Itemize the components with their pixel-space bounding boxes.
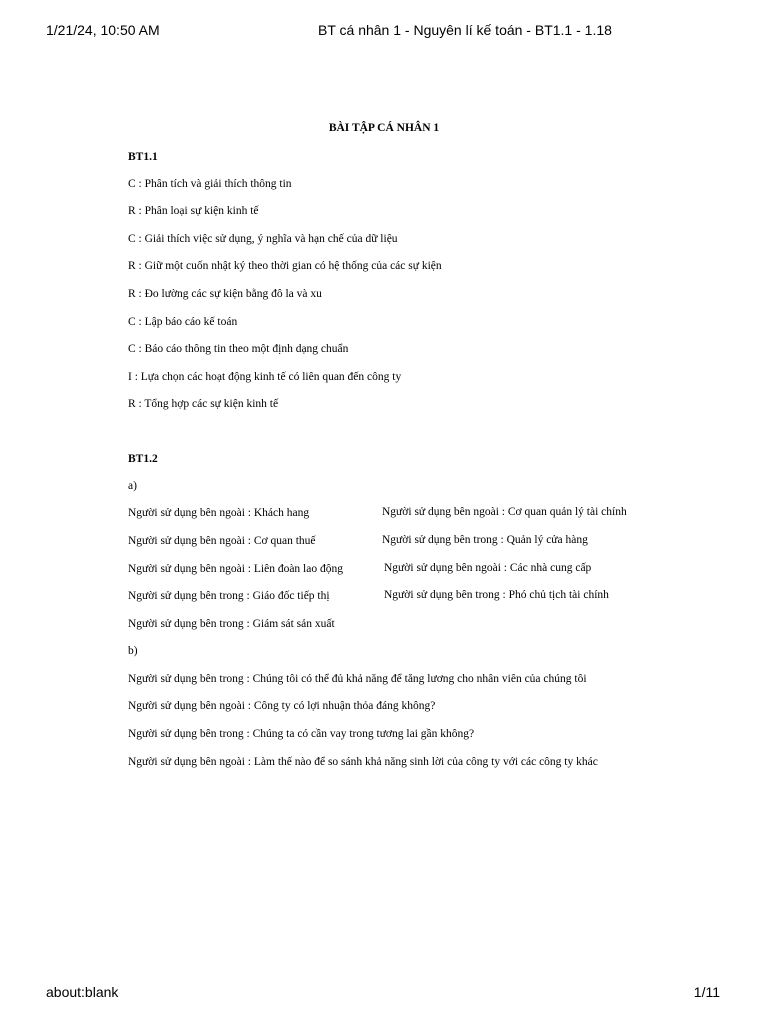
bt11-item: C : Giải thích việc sử dụng, ý nghĩa và hạn chế của dữ liệu — [128, 233, 398, 245]
bt12-a-left: Người sử dụng bên ngoài : Cơ quan thuế — [128, 535, 316, 547]
bt11-item: R : Phân loại sự kiện kinh tế — [128, 205, 259, 217]
bt12-heading: BT1.2 — [128, 453, 158, 465]
bt12-part-a-label: a) — [128, 480, 137, 492]
bt12-a-left: Người sử dụng bên trong : Giám sát sản xuất — [128, 618, 335, 630]
bt12-a-right: Người sử dụng bên trong : Quản lý cửa hàng — [382, 534, 588, 546]
print-header — [0, 22, 768, 42]
print-document-title: BT cá nhân 1 - Nguyên lí kế toán - BT1.1 - 1.18 — [318, 22, 612, 38]
page-number: 1/11 — [693, 984, 720, 1000]
bt12-b-item: Người sử dụng bên trong : Chúng tôi có thể đủ khả năng để tăng lương cho nhân viên của chúng tôi — [128, 673, 587, 685]
bt12-a-right: Người sử dụng bên ngoài : Các nhà cung cấp — [384, 562, 592, 574]
bt12-b-item: Người sử dụng bên ngoài : Làm thế nào để so sánh khả năng sinh lời của công ty với các công ty khác — [128, 756, 598, 768]
bt11-item: I : Lựa chọn các hoạt động kinh tế có liên quan đến công ty — [128, 371, 402, 383]
bt12-b-item: Người sử dụng bên ngoài : Công ty có lợi nhuận thỏa đáng không? — [128, 700, 436, 712]
bt12-a-left: Người sử dụng bên ngoài : Khách hang — [128, 507, 310, 519]
bt12-a-left: Người sử dụng bên ngoài : Liên đoàn lao động — [128, 563, 343, 575]
bt12-a-right: Người sử dụng bên ngoài : Cơ quan quản lý tài chính — [382, 506, 627, 518]
bt11-item: C : Phân tích và giải thích thông tin — [128, 178, 292, 190]
print-url: about:blank — [46, 984, 119, 1000]
bt11-item: C : Báo cáo thông tin theo một định dạng chuẩn — [128, 343, 349, 355]
document-title: BÀI TẬP CÁ NHÂN 1 — [328, 122, 440, 134]
bt11-item: R : Đo lường các sự kiện bằng đô la và xu — [128, 288, 322, 300]
bt11-item: R : Tổng hợp các sự kiện kinh tế — [128, 398, 279, 410]
bt12-part-b-label: b) — [128, 645, 138, 657]
print-date: 1/21/24, 10:50 AM — [46, 22, 160, 38]
bt12-b-item: Người sử dụng bên trong : Chúng ta có cần vay trong tương lai gần không? — [128, 728, 475, 740]
bt11-item: C : Lập báo cáo kế toán — [128, 316, 238, 328]
bt12-a-left: Người sử dụng bên trong : Giáo đốc tiếp thị — [128, 590, 330, 602]
bt12-a-right: Người sử dụng bên trong : Phó chủ tịch tài chính — [384, 589, 609, 601]
bt11-heading: BT1.1 — [128, 151, 158, 163]
print-footer — [0, 984, 768, 1004]
bt11-item: R : Giữ một cuốn nhật ký theo thời gian có hệ thống của các sự kiện — [128, 260, 442, 272]
